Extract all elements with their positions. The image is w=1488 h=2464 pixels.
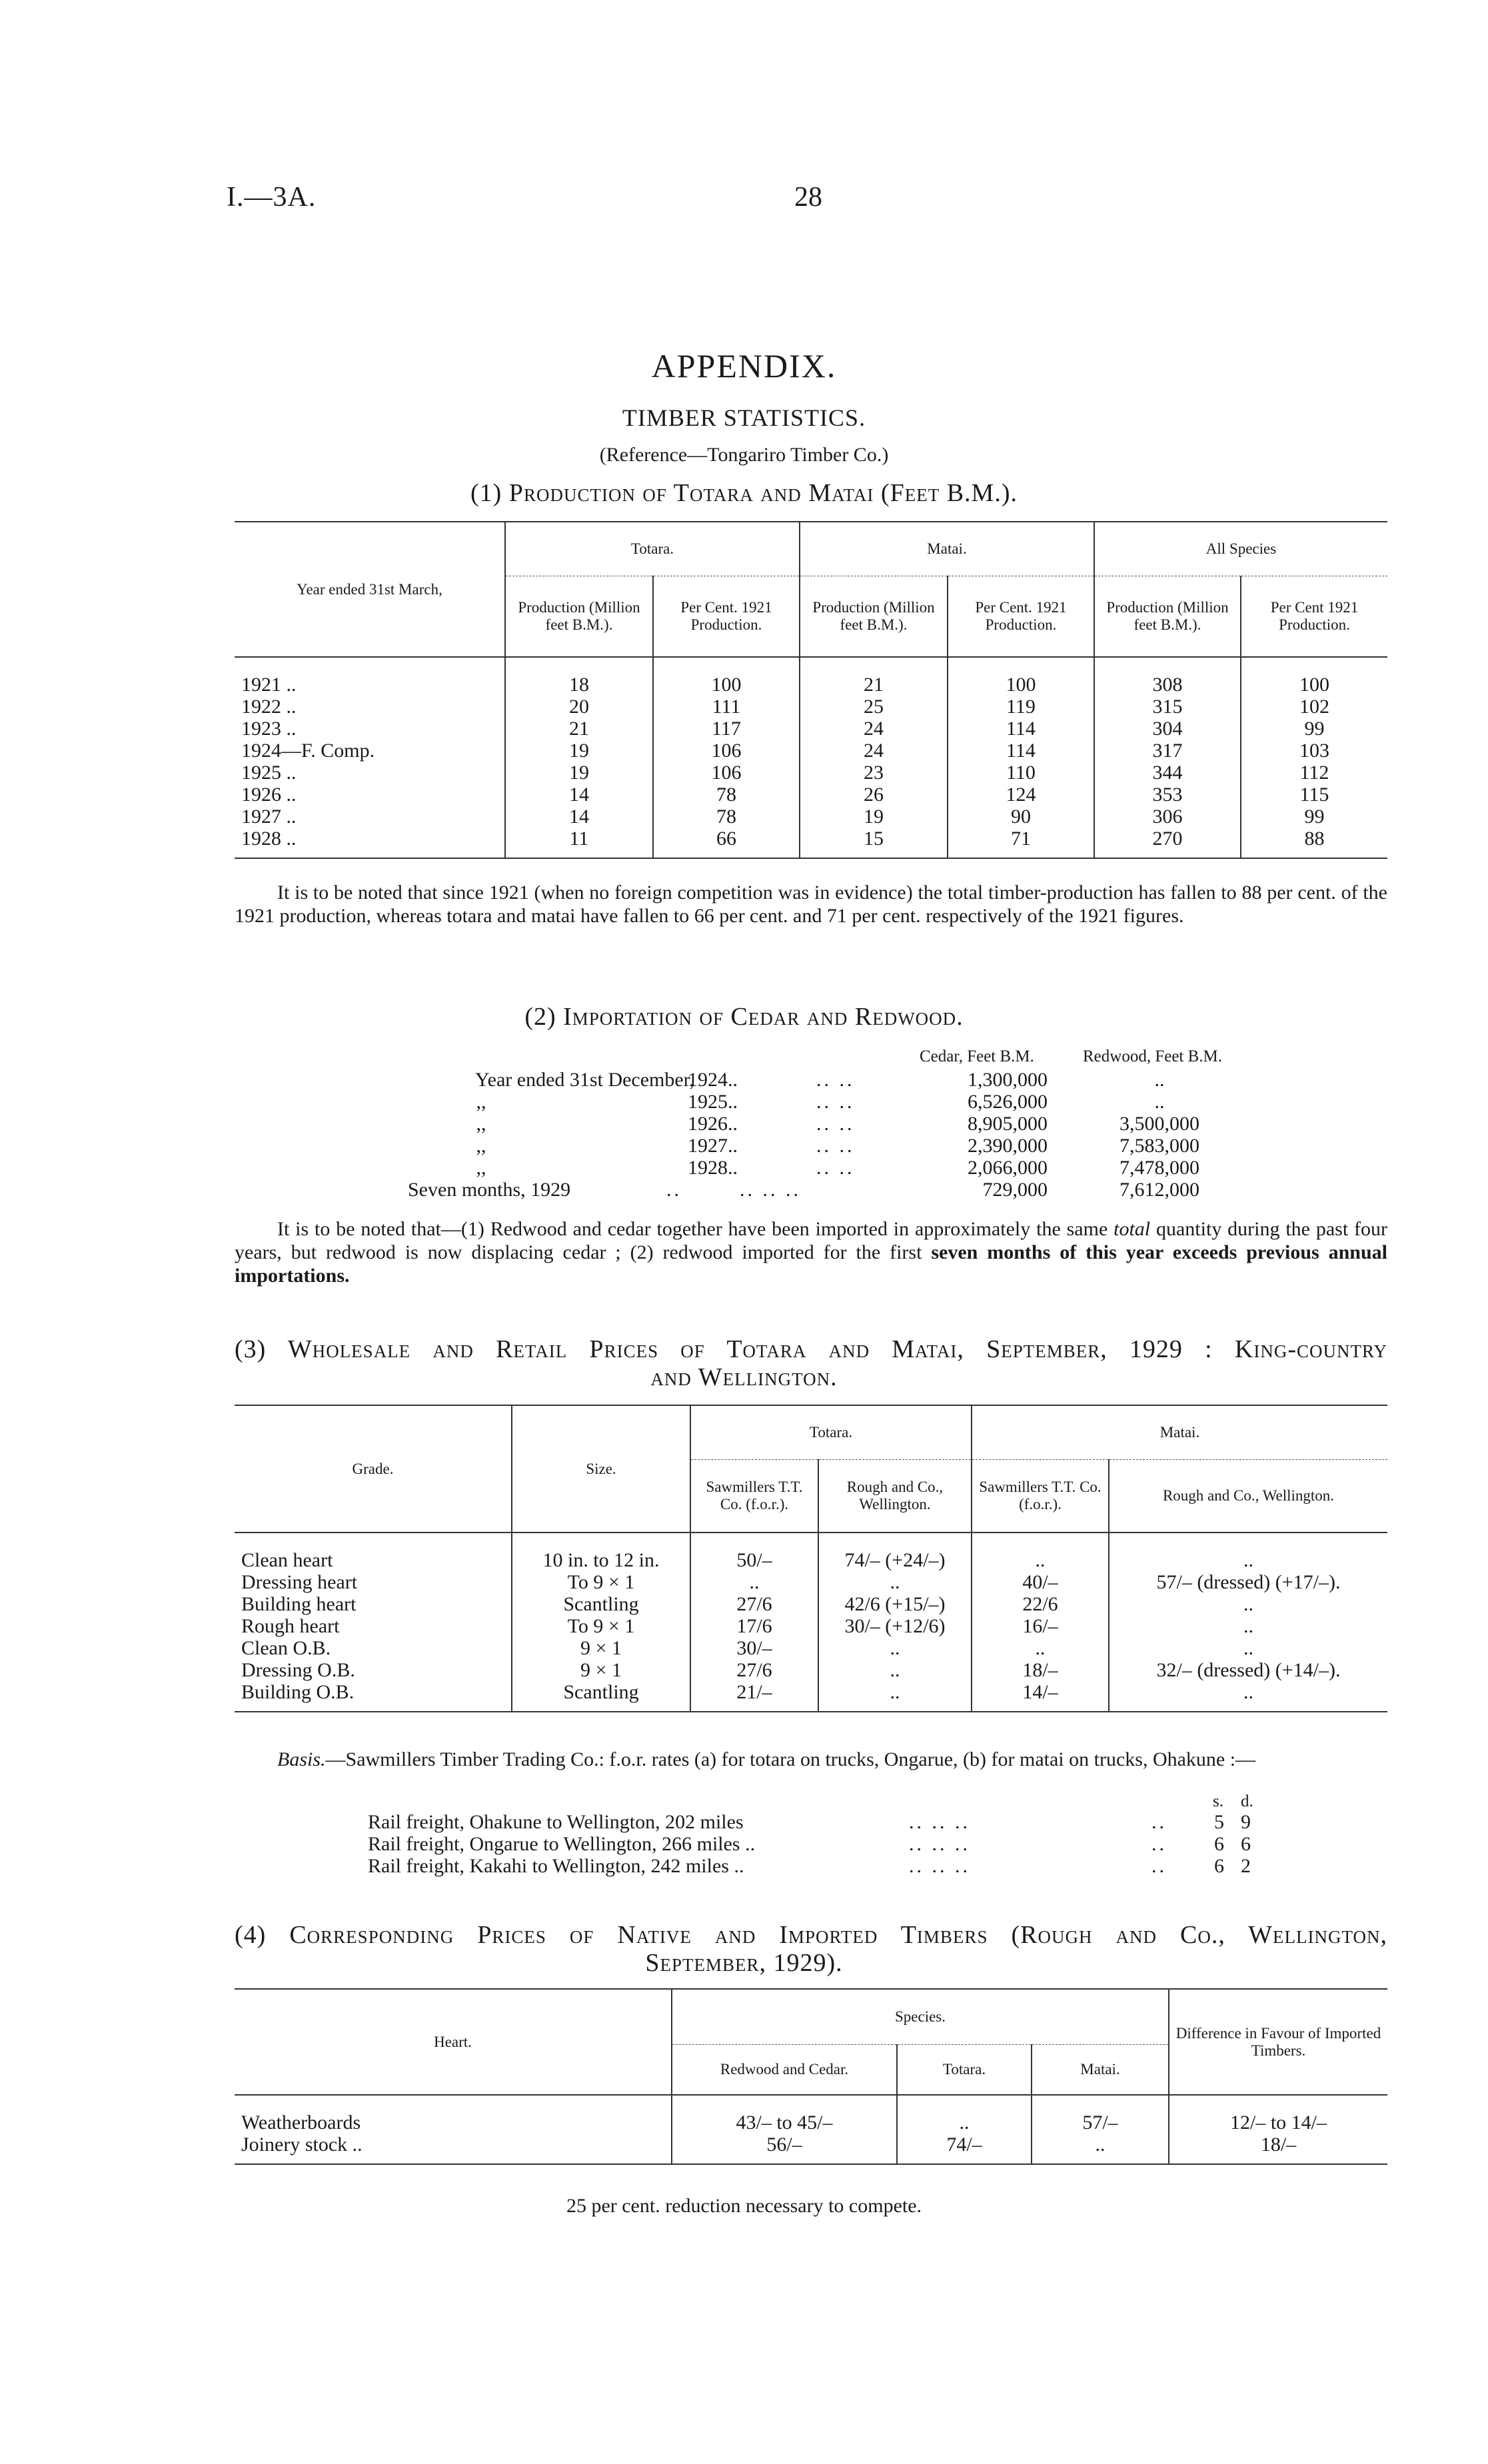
freight-shillings: 6 [1214, 1833, 1224, 1855]
native-imported-table [235, 1988, 1387, 2165]
cell: 40/– [972, 1571, 1109, 1593]
sub-header: Rough and Co., Wellington. [1109, 1460, 1387, 1533]
cell: .. [1109, 1637, 1387, 1659]
cell: 27/6 [690, 1659, 818, 1681]
cell: .. [972, 1549, 1109, 1571]
cell: 315 [1094, 696, 1241, 718]
sub-header: Production (Million feet B.M.). [1094, 576, 1241, 658]
cell: 74/– (+24/–) [818, 1549, 972, 1571]
cell: 124 [948, 784, 1094, 806]
sub-header: Per Cent 1921 Production. [1241, 576, 1387, 658]
row-label: 1924—F. Comp. [241, 740, 375, 762]
cell: 27/6 [690, 1593, 818, 1615]
leader-dots: .. .. .. [909, 1811, 970, 1833]
redwood-value: 7,612,000 [1119, 1179, 1199, 1201]
cell: 23 [800, 762, 948, 784]
table-row [235, 674, 1387, 696]
row-label: Joinery stock .. [235, 2134, 672, 2164]
note-bold: seven months of this year exceeds previous annual importations. [235, 1241, 1388, 1287]
cedar-value: 2,066,000 [968, 1157, 1048, 1179]
cell: 24 [800, 740, 948, 762]
leader-dots: .. .. [816, 1069, 855, 1091]
table1-note-text: It is to be noted that since 1921 (when no foreign competition was in evidence) the total timber-production has fallen to 88 per cent. of the 1921 production, whereas totara and matai have fallen to 66 per cent. and 71 per cent. respectively of the 1921 figures. [235, 882, 1387, 927]
row-label: Rough heart [241, 1615, 340, 1637]
row-label: 1925 .. [241, 762, 297, 784]
cell: 22/6 [972, 1593, 1109, 1615]
leader-dots: .. [1151, 1811, 1167, 1833]
cell: 66 [653, 828, 800, 858]
cell: 100 [1241, 674, 1387, 696]
redwood-value: 7,583,000 [1119, 1135, 1199, 1157]
leader-dots: .. .. .. [909, 1833, 970, 1855]
cell: 19 [800, 806, 948, 828]
size-header: Size. [512, 1405, 690, 1533]
table4-footnote: 25 per cent. reduction necessary to compete. [566, 2195, 922, 2217]
redwood-value: 7,478,000 [1119, 1157, 1199, 1179]
cell: 30/– (+12/6) [818, 1615, 972, 1637]
cell: 11 [505, 828, 653, 858]
redwood-column-header: Redwood, Feet B.M. [1083, 1047, 1223, 1065]
cell: .. [1032, 2134, 1169, 2164]
table-row [235, 718, 1387, 740]
size-cell: To 9 × 1 [512, 1571, 690, 1593]
cell: 17/6 [690, 1615, 818, 1637]
cell: 26 [800, 784, 948, 806]
cell: .. [1109, 1549, 1387, 1571]
table3-title: (3) Wholesale and Retail Prices of Totara and Matai, September, 1929 : King-country [235, 1335, 1387, 1363]
cell: 32/– (dressed) (+14/–). [1109, 1659, 1387, 1681]
cell: 106 [653, 740, 800, 762]
row-label: Clean heart [241, 1549, 333, 1571]
basis-label: Basis. [277, 1748, 326, 1770]
cell: 14 [505, 784, 653, 806]
cell: 88 [1241, 828, 1387, 858]
row-label: 1928 .. [235, 828, 505, 858]
timber-statistics-title: TIMBER STATISTICS. [622, 404, 866, 431]
table3-title-line2: and Wellington. [650, 1363, 838, 1391]
production-table [235, 521, 1387, 859]
size-cell: Scantling [512, 1681, 690, 1712]
row-label: 1922 .. [241, 696, 297, 718]
size-cell: 10 in. to 12 in. [512, 1549, 690, 1571]
redwood-value: .. [1154, 1069, 1165, 1091]
table-row [235, 1637, 1387, 1659]
size-cell: Scantling [512, 1593, 690, 1615]
freight-label: Rail freight, Kakahi to Wellington, 242 miles .. [368, 1855, 744, 1877]
cell: 21 [505, 718, 653, 740]
freight-pence: 6 [1241, 1833, 1251, 1855]
table-row [235, 1571, 1387, 1593]
cell: .. [1109, 1681, 1387, 1712]
cell: .. [818, 1571, 972, 1593]
cell: 30/– [690, 1637, 818, 1659]
cell: 15 [800, 828, 948, 858]
reference-line: (Reference—Tongariro Timber Co.) [599, 444, 889, 466]
difference-header: Difference in Favour of Imported Timbers. [1169, 1989, 1387, 2095]
table-row [235, 762, 1387, 784]
row-label: Clean O.B. [241, 1637, 331, 1659]
cedar-value: 6,526,000 [968, 1091, 1048, 1113]
group-header-matai: Matai. [800, 522, 1094, 576]
basis-note [235, 1748, 1387, 1771]
redwood-value: 3,500,000 [1119, 1113, 1199, 1135]
cell: .. [690, 1571, 818, 1593]
cell: .. [818, 1681, 972, 1712]
cell: 306 [1094, 806, 1241, 828]
group-header-totara: Totara. [690, 1405, 972, 1460]
cell: 353 [1094, 784, 1241, 806]
cell: 78 [653, 806, 800, 828]
table-row [235, 806, 1387, 828]
sub-header: Sawmillers T.T. Co. (f.o.r.). [972, 1460, 1109, 1533]
freight-shillings: 5 [1214, 1811, 1224, 1833]
cell: 99 [1241, 806, 1387, 828]
table-row [235, 784, 1387, 806]
species-header: Species. [672, 1989, 1169, 2045]
row-label: Building heart [241, 1593, 357, 1615]
cell: .. [1109, 1593, 1387, 1615]
cell: 112 [1241, 762, 1387, 784]
sub-header: Production (Million feet B.M.). [505, 576, 653, 658]
cell: 18/– [972, 1659, 1109, 1681]
row-label: Seven months, 1929 [408, 1179, 571, 1201]
cell: 270 [1094, 828, 1241, 858]
group-header-matai: Matai. [972, 1405, 1387, 1460]
freight-label: Rail freight, Ohakune to Wellington, 202 miles [368, 1811, 744, 1833]
table1-note [235, 881, 1387, 927]
leader-dots: .. .. [816, 1091, 855, 1113]
cell: .. [818, 1637, 972, 1659]
cell: 21/– [690, 1681, 818, 1712]
cell: 119 [948, 696, 1094, 718]
cedar-value: 729,000 [982, 1179, 1048, 1201]
cell: 110 [948, 762, 1094, 784]
size-cell: 9 × 1 [512, 1659, 690, 1681]
cell: 100 [653, 674, 800, 696]
cell: 57/– [1032, 2112, 1169, 2134]
row-year: 1925.. [688, 1091, 738, 1113]
cell: 344 [1094, 762, 1241, 784]
cell: 43/– to 45/– [672, 2112, 897, 2134]
note-text: quantity during the past four years, but redwood is now displacing cedar ; (2) redwood imported for the first [235, 1218, 1388, 1263]
group-header-totara: Totara. [505, 522, 800, 576]
shillings-header: s. [1213, 1792, 1223, 1810]
cell: 19 [505, 762, 653, 784]
cell: 71 [948, 828, 1094, 858]
cell: 21 [800, 674, 948, 696]
freight-pence: 2 [1241, 1855, 1251, 1877]
cell: 12/– to 14/– [1169, 2112, 1387, 2134]
cell: 102 [1241, 696, 1387, 718]
grade-header: Grade. [235, 1405, 512, 1533]
leader-dots: .. .. .. [740, 1179, 801, 1201]
cell: .. [818, 1659, 972, 1681]
row-label: Dressing heart [241, 1571, 358, 1593]
note-text: It is to be noted that—(1) Redwood and cedar together have been imported in approximately the same [277, 1218, 1114, 1240]
year-header: Year ended 31st March, [235, 522, 505, 657]
heart-header: Heart. [235, 1989, 672, 2095]
cell: 308 [1094, 674, 1241, 696]
cell: 90 [948, 806, 1094, 828]
row-label: 1926 .. [241, 784, 297, 806]
note-emphasis: total [1114, 1218, 1151, 1240]
cell: 16/– [972, 1615, 1109, 1637]
leader-dots: .. .. [816, 1113, 855, 1135]
table4-title: (4) Corresponding Prices of Native and Imported Timbers (Rough and Co., Wellington, [235, 1921, 1387, 1949]
sub-header: Totara. [897, 2045, 1032, 2096]
row-label: 1921 .. [241, 674, 297, 696]
cell: 20 [505, 696, 653, 718]
table-row [235, 1615, 1387, 1637]
cell: 57/– (dressed) (+17/–). [1109, 1571, 1387, 1593]
cell: 78 [653, 784, 800, 806]
table-row [235, 740, 1387, 762]
row-label: ,, [476, 1135, 486, 1157]
cell: .. [1109, 1615, 1387, 1637]
cell: 42/6 (+15/–) [818, 1593, 972, 1615]
cell: 117 [653, 718, 800, 740]
cell: 114 [948, 718, 1094, 740]
table-row [235, 1659, 1387, 1681]
table-row [235, 2112, 1387, 2134]
table-row [235, 1681, 1387, 1712]
sub-header: Matai. [1032, 2045, 1169, 2096]
row-year: 1928.. [688, 1157, 738, 1179]
cedar-value: 1,300,000 [968, 1069, 1048, 1091]
row-label: ,, [476, 1113, 486, 1135]
cell: 304 [1094, 718, 1241, 740]
row-year: 1926.. [688, 1113, 738, 1135]
table2-title: (2) Importation of Cedar and Redwood. [524, 1003, 964, 1031]
table1-title: (1) Production of Totara and Matai (Feet B.M.). [470, 479, 1018, 507]
document-reference: I.—3A. [227, 182, 317, 213]
cell: 100 [948, 674, 1094, 696]
table4-title-line2: September, 1929). [645, 1949, 843, 1977]
row-label: 1927 .. [241, 806, 297, 828]
table-row [235, 696, 1387, 718]
cell: 14/– [972, 1681, 1109, 1712]
sub-header: Production (Million feet B.M.). [800, 576, 948, 658]
cell: 317 [1094, 740, 1241, 762]
cell: 74/– [897, 2134, 1032, 2164]
cell: 18 [505, 674, 653, 696]
row-label: Dressing O.B. [241, 1659, 355, 1681]
leader-dots: .. [666, 1179, 682, 1201]
cell: 25 [800, 696, 948, 718]
page-number: 28 [794, 182, 822, 213]
cell: 114 [948, 740, 1094, 762]
redwood-value: .. [1154, 1091, 1165, 1113]
row-label: Building O.B. [235, 1681, 512, 1712]
leader-dots: .. [1151, 1855, 1167, 1877]
leader-dots: .. .. [816, 1157, 855, 1179]
table2-note [235, 1217, 1387, 1287]
cell: 19 [505, 740, 653, 762]
row-label: ,, [476, 1091, 486, 1113]
cell: 14 [505, 806, 653, 828]
cell: 115 [1241, 784, 1387, 806]
cell: 99 [1241, 718, 1387, 740]
pence-header: d. [1241, 1792, 1253, 1810]
prices-table [235, 1405, 1387, 1712]
cell: .. [972, 1637, 1109, 1659]
group-header-all-species: All Species [1094, 522, 1387, 576]
size-cell: 9 × 1 [512, 1637, 690, 1659]
sub-header: Per Cent. 1921 Production. [653, 576, 800, 658]
cell: 106 [653, 762, 800, 784]
freight-label: Rail freight, Ongarue to Wellington, 266 miles .. [368, 1833, 756, 1855]
row-year: 1927.. [688, 1135, 738, 1157]
cell: 24 [800, 718, 948, 740]
leader-dots: .. [1151, 1833, 1167, 1855]
leader-dots: .. .. .. [909, 1855, 970, 1877]
freight-shillings: 6 [1214, 1855, 1224, 1877]
row-year: 1924.. [688, 1069, 738, 1091]
cell: 111 [653, 696, 800, 718]
size-cell: To 9 × 1 [512, 1615, 690, 1637]
basis-text: —Sawmillers Timber Trading Co.: f.o.r. rates (a) for totara on trucks, Ongarue, (b) for matai on trucks, Ohakune :— [325, 1748, 1256, 1770]
cedar-value: 8,905,000 [968, 1113, 1048, 1135]
sub-header: Per Cent. 1921 Production. [948, 576, 1094, 658]
table-row [235, 1549, 1387, 1571]
sub-header: Redwood and Cedar. [672, 2045, 897, 2096]
table-row [235, 828, 1387, 858]
cell: .. [897, 2112, 1032, 2134]
row-label: ,, [476, 1157, 486, 1179]
cell: 18/– [1169, 2134, 1387, 2164]
cell: 50/– [690, 1549, 818, 1571]
sub-header: Rough and Co., Wellington. [818, 1460, 972, 1533]
cedar-column-header: Cedar, Feet B.M. [920, 1047, 1034, 1065]
cell: 103 [1241, 740, 1387, 762]
cell: 56/– [672, 2134, 897, 2164]
sub-header: Sawmillers T.T. Co. (f.o.r.). [690, 1460, 818, 1533]
row-label: 1923 .. [241, 718, 297, 740]
row-label: Year ended 31st December, [475, 1069, 694, 1091]
freight-pence: 9 [1241, 1811, 1251, 1833]
cedar-value: 2,390,000 [968, 1135, 1048, 1157]
table-row [235, 2134, 1387, 2164]
leader-dots: .. .. [816, 1135, 855, 1157]
table-row [235, 1593, 1387, 1615]
row-label: Weatherboards [241, 2112, 361, 2134]
appendix-title: APPENDIX. [651, 347, 837, 384]
